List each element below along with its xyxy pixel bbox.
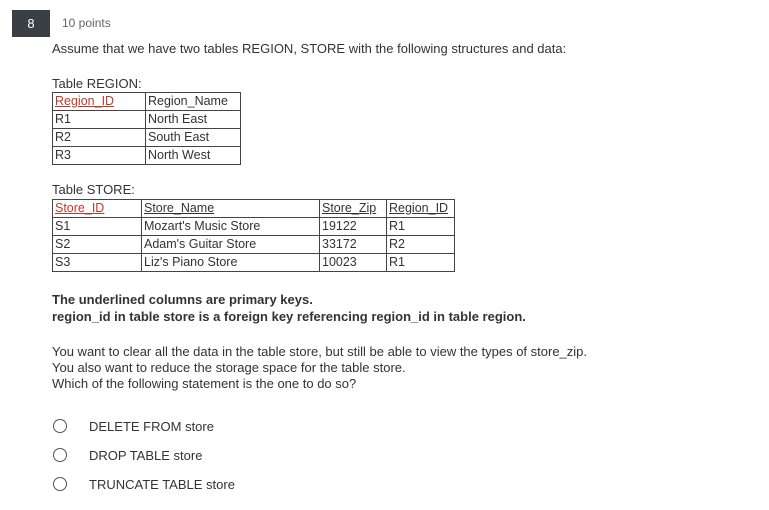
table-cell: S2: [53, 236, 142, 254]
column-header-store-name: Store_Name: [142, 200, 320, 218]
table-cell: South East: [146, 129, 241, 147]
table-cell: S1: [53, 218, 142, 236]
question-intro: Assume that we have two tables REGION, STORE with the following structures and data:: [52, 41, 567, 56]
column-header-store-zip: Store_Zip: [320, 200, 387, 218]
table-header-row: [53, 200, 455, 218]
column-header-store-id: Store_ID: [53, 200, 142, 218]
region-table: [52, 92, 241, 165]
table-cell: 33172: [320, 236, 387, 254]
answer-option-label: DROP TABLE store: [89, 447, 203, 463]
question-points: 10 points: [62, 16, 111, 30]
table-cell: 19122: [320, 218, 387, 236]
table-cell: North East: [146, 111, 241, 129]
radio-button-icon[interactable]: [53, 419, 67, 433]
answer-option-label: DELETE FROM store: [89, 418, 214, 434]
table-cell: R1: [387, 254, 455, 272]
region-table-caption: Table REGION:: [52, 76, 142, 91]
table-cell: S3: [53, 254, 142, 272]
table-cell: North West: [146, 147, 241, 165]
table-row: [53, 129, 241, 147]
table-cell: R1: [387, 218, 455, 236]
answer-option-truncate[interactable]: [53, 474, 235, 494]
table-cell: R3: [53, 147, 146, 165]
table-row: [53, 147, 241, 165]
table-cell: R2: [387, 236, 455, 254]
table-cell: Adam's Guitar Store: [142, 236, 320, 254]
store-table: [52, 199, 455, 272]
foreign-key-note: region_id in table store is a foreign key referencing region_id in table region.: [52, 309, 526, 324]
column-header-region-name: Region_Name: [146, 93, 241, 111]
radio-button-icon[interactable]: [53, 448, 67, 462]
answer-option-label: TRUNCATE TABLE store: [89, 476, 235, 492]
store-table-caption: Table STORE:: [52, 182, 135, 197]
question-number-badge: 8: [12, 10, 50, 37]
prompt-line-3: Which of the following statement is the one to do so?: [52, 376, 357, 391]
table-row: [53, 236, 455, 254]
primary-key-note: The underlined columns are primary keys.: [52, 292, 313, 307]
table-cell: Liz's Piano Store: [142, 254, 320, 272]
answer-option-drop[interactable]: [53, 445, 202, 465]
table-row: [53, 111, 241, 129]
table-cell: R1: [53, 111, 146, 129]
prompt-line-1: You want to clear all the data in the table store, but still be able to view the types of store_zip.: [52, 344, 588, 359]
column-header-store-region-id: Region_ID: [387, 200, 455, 218]
table-cell: Mozart's Music Store: [142, 218, 320, 236]
answer-option-delete[interactable]: [53, 416, 214, 436]
column-header-region-id: Region_ID: [53, 93, 146, 111]
table-row: [53, 218, 455, 236]
table-cell: R2: [53, 129, 146, 147]
radio-button-icon[interactable]: [53, 477, 67, 491]
prompt-line-2: You also want to reduce the storage space for the table store.: [52, 360, 406, 375]
table-cell: 10023: [320, 254, 387, 272]
table-header-row: [53, 93, 241, 111]
table-row: [53, 254, 455, 272]
